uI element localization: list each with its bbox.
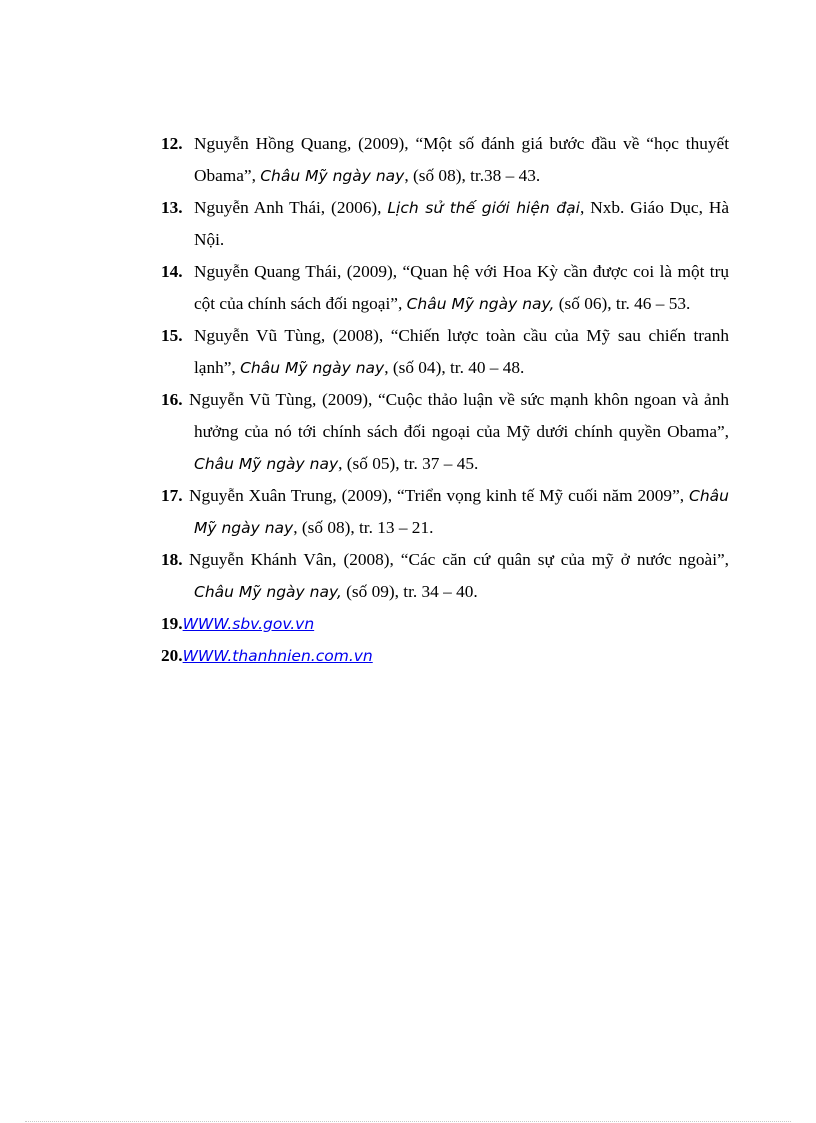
reference-number: 20. (161, 646, 183, 665)
journal-title: Châu Mỹ ngày nay, (406, 295, 555, 313)
reference-details: , (số 05), tr. 37 – 45. (338, 454, 479, 473)
reference-number: 15. (161, 326, 183, 345)
reference-item (161, 384, 729, 480)
reference-text: Nguyễn Quang Thái, (2009), “Quan hệ với Hoa Kỳ cần được coi là một trụ cột của chính sách đối ngoại”, (194, 262, 729, 313)
journal-title: Châu Mỹ ngày nay (240, 359, 385, 377)
reference-text: Nguyễn Khánh Vân, (2008), “Các căn cứ quân sự của mỹ ở nước ngoài”, (189, 550, 729, 569)
reference-details: , (số 08), tr.38 – 43. (404, 166, 541, 185)
reference-item (161, 320, 729, 384)
reference-number: 18. (161, 550, 183, 569)
reference-item (161, 256, 729, 320)
reference-text: Nguyễn Vũ Tùng, (2008), “Chiến lược toàn cầu của Mỹ sau chiến tranh lạnh”, (194, 326, 729, 377)
reference-text: Nguyễn Anh Thái, (2006), (194, 198, 388, 217)
reference-item (161, 192, 729, 256)
reference-details: , Nxb. Giáo Dục, Hà Nội. (194, 198, 730, 249)
thanhnien-website-link[interactable]: WWW.thanhnien.com.vn (182, 647, 373, 665)
reference-details: (số 06), tr. 46 – 53. (554, 294, 691, 313)
reference-item (161, 480, 729, 544)
journal-title: Châu Mỹ ngày nay, (194, 583, 342, 601)
journal-title: Châu Mỹ ngày nay (194, 487, 729, 537)
reference-item (161, 640, 729, 672)
reference-details: , (số 04), tr. 40 – 48. (384, 358, 525, 377)
reference-item (161, 608, 729, 640)
reference-text: Nguyễn Hồng Quang, (2009), “Một số đánh giá bước đầu về “học thuyết Obama”, (194, 134, 729, 185)
journal-title: Châu Mỹ ngày nay (194, 455, 339, 473)
journal-title: Châu Mỹ ngày nay (260, 167, 405, 185)
reference-text: Nguyễn Xuân Trung, (2009), “Triển vọng kinh tế Mỹ cuối năm 2009”, (189, 486, 690, 505)
page-bottom-divider (25, 1121, 791, 1122)
reference-number: 17. (161, 486, 183, 505)
reference-details: , (số 08), tr. 13 – 21. (293, 518, 434, 537)
reference-number: 13. (161, 198, 183, 217)
reference-number: 12. (161, 134, 183, 153)
reference-text: Nguyễn Vũ Tùng, (2009), “Cuộc thảo luận về sức mạnh khôn ngoan và ảnh hưởng của nó tới chính sách đối ngoại của Mỹ dưới chính quyền Obama”, (189, 390, 729, 441)
reference-item (161, 544, 729, 608)
reference-number: 14. (161, 262, 183, 281)
reference-number: 16. (161, 390, 183, 409)
reference-number: 19. (161, 614, 183, 633)
reference-details: (số 09), tr. 34 – 40. (341, 582, 478, 601)
sbv-website-link[interactable]: WWW.sbv.gov.vn (182, 615, 315, 633)
reference-item (161, 128, 729, 192)
reference-list (161, 128, 729, 672)
book-title: Lịch sử thế giới hiện đại (387, 199, 580, 217)
